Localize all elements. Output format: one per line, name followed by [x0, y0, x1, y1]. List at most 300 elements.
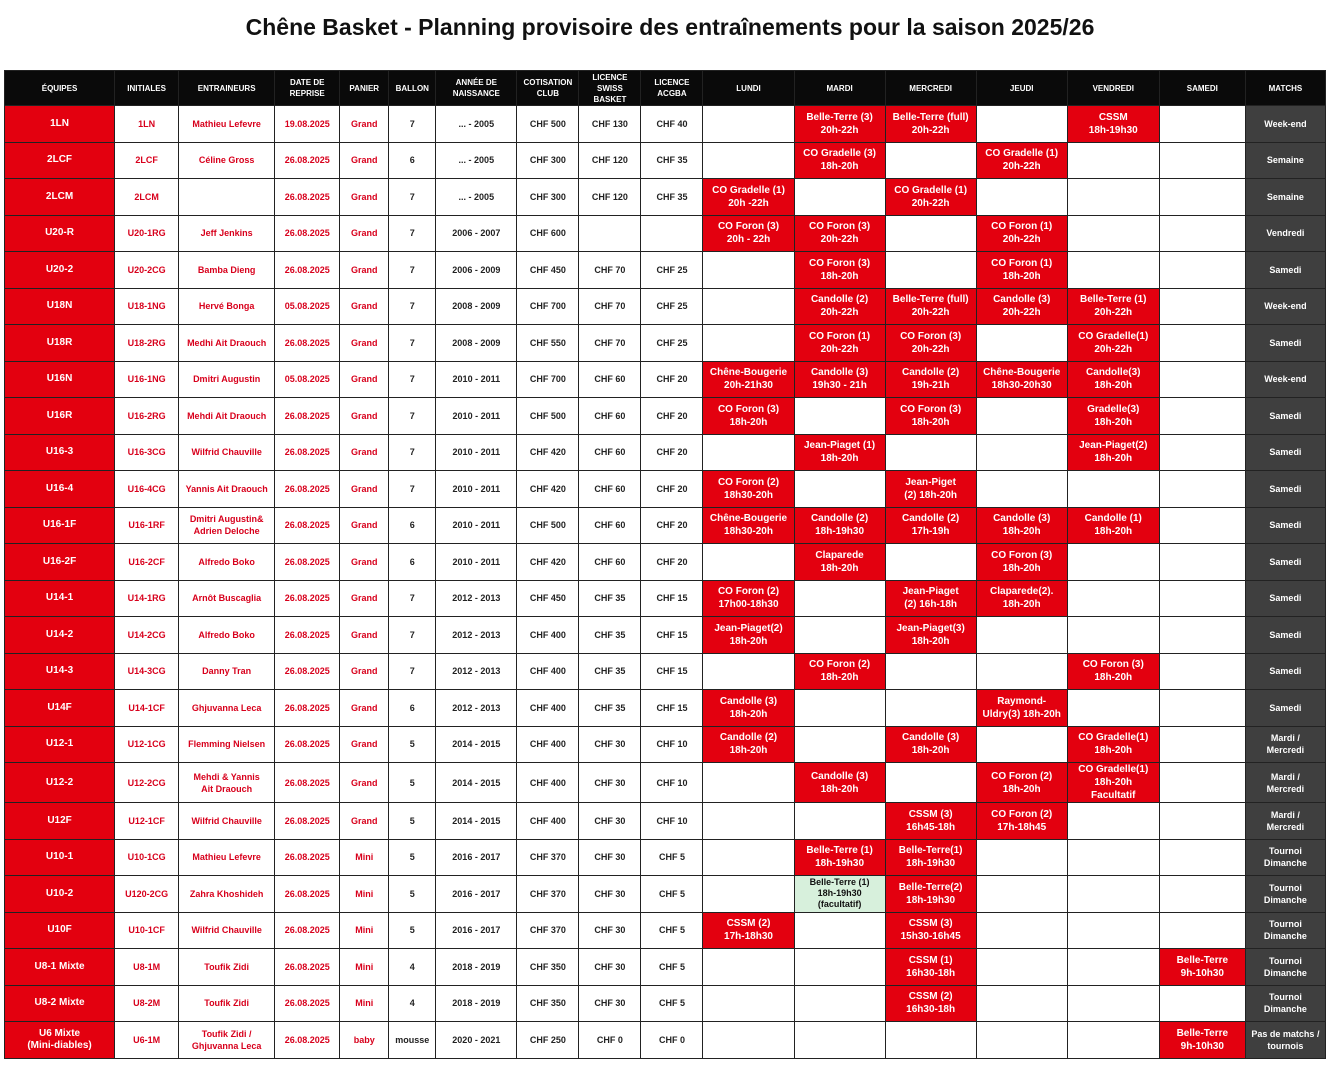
matchs-cell: Mardi / Mercredi [1245, 726, 1325, 763]
swiss-licence-cell: CHF 35 [579, 617, 641, 654]
initials-cell: U6-1M [115, 1022, 179, 1059]
panier-cell: Grand [340, 325, 389, 362]
table-row [5, 912, 1326, 949]
cotisation-cell: CHF 700 [517, 288, 579, 325]
reprise-date-cell: 26.08.2025 [275, 653, 340, 690]
monday-slot [703, 763, 794, 803]
acgba-licence-cell: CHF 35 [641, 142, 703, 179]
ballon-cell: 7 [389, 398, 436, 435]
ballon-cell: 7 [389, 580, 436, 617]
table-row [5, 507, 1326, 544]
panier-cell: Grand [340, 142, 389, 179]
coach-cell: Hervé Bonga [179, 288, 275, 325]
thursday-slot: CO Foron (2) 17h-18h45 [976, 803, 1067, 840]
swiss-licence-cell: CHF 60 [579, 544, 641, 581]
thursday-slot: Candolle (3) 18h-20h [976, 507, 1067, 544]
initials-cell: U14-1RG [115, 580, 179, 617]
reprise-date-cell: 26.08.2025 [275, 839, 340, 876]
tuesday-slot: Belle-Terre (3) 20h-22h [794, 106, 885, 143]
acgba-licence-cell: CHF 5 [641, 876, 703, 913]
thursday-slot [976, 434, 1067, 471]
coach-cell: Ghjuvanna Leca [179, 690, 275, 727]
team-cell: U20-2 [5, 252, 115, 289]
thursday-slot [976, 912, 1067, 949]
wednesday-slot: CSSM (2) 16h30-18h [885, 985, 976, 1022]
initials-cell: U14-2CG [115, 617, 179, 654]
ballon-cell: 7 [389, 325, 436, 362]
tuesday-slot: CO Foron (3) 18h-20h [794, 252, 885, 289]
panier-cell: Mini [340, 876, 389, 913]
birth-years-cell: 2006 - 2007 [436, 215, 517, 252]
team-cell: 2LCM [5, 179, 115, 216]
ballon-cell: 5 [389, 876, 436, 913]
birth-years-cell: 2018 - 2019 [436, 985, 517, 1022]
reprise-date-cell: 26.08.2025 [275, 985, 340, 1022]
cotisation-cell: CHF 300 [517, 179, 579, 216]
table-row [5, 580, 1326, 617]
reprise-date-cell: 26.08.2025 [275, 763, 340, 803]
reprise-date-cell: 26.08.2025 [275, 912, 340, 949]
coach-cell: Mehdi & Yannis Ait Draouch [179, 763, 275, 803]
panier-cell: Grand [340, 763, 389, 803]
birth-years-cell: 2014 - 2015 [436, 763, 517, 803]
wednesday-slot: Belle-Terre (full) 20h-22h [885, 288, 976, 325]
cotisation-cell: CHF 500 [517, 398, 579, 435]
thursday-slot: CO Foron (3) 18h-20h [976, 544, 1067, 581]
ballon-cell: 6 [389, 507, 436, 544]
panier-cell: Mini [340, 839, 389, 876]
birth-years-cell: 2012 - 2013 [436, 580, 517, 617]
saturday-slot [1159, 142, 1245, 179]
friday-slot: Jean-Piaget(2) 18h-20h [1067, 434, 1159, 471]
ballon-cell: 6 [389, 690, 436, 727]
initials-cell: U8-2M [115, 985, 179, 1022]
coach-cell: Wilfrid Chauville [179, 434, 275, 471]
acgba-licence-cell: CHF 20 [641, 544, 703, 581]
reprise-date-cell: 26.08.2025 [275, 142, 340, 179]
saturday-slot [1159, 544, 1245, 581]
team-cell: U12F [5, 803, 115, 840]
header-equipes: ÉQUIPES [5, 71, 115, 106]
ballon-cell: 7 [389, 361, 436, 398]
team-cell: U18N [5, 288, 115, 325]
saturday-slot: Belle-Terre 9h-10h30 [1159, 1022, 1245, 1059]
swiss-licence-cell: CHF 70 [579, 252, 641, 289]
cotisation-cell: CHF 350 [517, 949, 579, 986]
ballon-cell: 4 [389, 949, 436, 986]
matchs-cell: Samedi [1245, 690, 1325, 727]
table-row [5, 106, 1326, 143]
table-row [5, 876, 1326, 913]
swiss-licence-cell: CHF 0 [579, 1022, 641, 1059]
tuesday-slot: Candolle (2) 18h-19h30 [794, 507, 885, 544]
monday-slot: CO Foron (2) 18h30-20h [703, 471, 794, 508]
saturday-slot [1159, 690, 1245, 727]
friday-slot [1067, 580, 1159, 617]
team-cell: U12-1 [5, 726, 115, 763]
wednesday-slot [885, 544, 976, 581]
friday-slot [1067, 912, 1159, 949]
wednesday-slot: Belle-Terre(1) 18h-19h30 [885, 839, 976, 876]
birth-years-cell: 2010 - 2011 [436, 398, 517, 435]
tuesday-slot [794, 690, 885, 727]
friday-slot [1067, 179, 1159, 216]
acgba-licence-cell: CHF 10 [641, 763, 703, 803]
monday-slot [703, 252, 794, 289]
monday-slot [703, 839, 794, 876]
ballon-cell: 7 [389, 434, 436, 471]
table-row [5, 726, 1326, 763]
coach-cell: Medhi Ait Draouch [179, 325, 275, 362]
ballon-cell: mousse [389, 1022, 436, 1059]
swiss-licence-cell: CHF 35 [579, 653, 641, 690]
swiss-licence-cell: CHF 30 [579, 839, 641, 876]
thursday-slot [976, 179, 1067, 216]
wednesday-slot: CO Gradelle (1) 20h-22h [885, 179, 976, 216]
swiss-licence-cell: CHF 70 [579, 288, 641, 325]
ballon-cell: 7 [389, 252, 436, 289]
saturday-slot [1159, 803, 1245, 840]
table-row [5, 398, 1326, 435]
table-row [5, 434, 1326, 471]
coach-cell: Yannis Ait Draouch [179, 471, 275, 508]
cotisation-cell: CHF 420 [517, 544, 579, 581]
friday-slot [1067, 949, 1159, 986]
page-title: Chêne Basket - Planning provisoire des entraînements pour la saison 2025/26 [245, 14, 1095, 40]
coach-cell [179, 179, 275, 216]
team-cell: U16-4 [5, 471, 115, 508]
panier-cell: Grand [340, 434, 389, 471]
birth-years-cell: 2012 - 2013 [436, 690, 517, 727]
monday-slot: CO Foron (3) 18h-20h [703, 398, 794, 435]
birth-years-cell: 2012 - 2013 [436, 617, 517, 654]
header-lundi: LUNDI [703, 71, 794, 106]
coach-cell: Mehdi Ait Draouch [179, 398, 275, 435]
matchs-cell: Samedi [1245, 617, 1325, 654]
cotisation-cell: CHF 400 [517, 803, 579, 840]
thursday-slot [976, 106, 1067, 143]
monday-slot: CSSM (2) 17h-18h30 [703, 912, 794, 949]
coach-cell: Danny Tran [179, 653, 275, 690]
birth-years-cell: 2010 - 2011 [436, 471, 517, 508]
wednesday-slot: Candolle (3) 18h-20h [885, 726, 976, 763]
header-initiales: INITIALES [115, 71, 179, 106]
initials-cell: U10-1CG [115, 839, 179, 876]
cotisation-cell: CHF 400 [517, 726, 579, 763]
ballon-cell: 4 [389, 985, 436, 1022]
header-matchs: MATCHS [1245, 71, 1325, 106]
team-cell: U10F [5, 912, 115, 949]
team-cell: U10-1 [5, 839, 115, 876]
reprise-date-cell: 05.08.2025 [275, 288, 340, 325]
acgba-licence-cell: CHF 5 [641, 985, 703, 1022]
monday-slot: Candolle (2) 18h-20h [703, 726, 794, 763]
panier-cell: Grand [340, 179, 389, 216]
friday-slot [1067, 471, 1159, 508]
table-row [5, 361, 1326, 398]
saturday-slot: Belle-Terre 9h-10h30 [1159, 949, 1245, 986]
cotisation-cell: CHF 370 [517, 839, 579, 876]
cotisation-cell: CHF 300 [517, 142, 579, 179]
swiss-licence-cell: CHF 130 [579, 106, 641, 143]
swiss-licence-cell: CHF 35 [579, 580, 641, 617]
table-row [5, 690, 1326, 727]
coach-cell: Zahra Khoshideh [179, 876, 275, 913]
table-row [5, 839, 1326, 876]
initials-cell: U14-1CF [115, 690, 179, 727]
swiss-licence-cell: CHF 30 [579, 876, 641, 913]
acgba-licence-cell: CHF 40 [641, 106, 703, 143]
matchs-cell: Samedi [1245, 580, 1325, 617]
saturday-slot [1159, 912, 1245, 949]
swiss-licence-cell: CHF 30 [579, 949, 641, 986]
tuesday-slot [794, 1022, 885, 1059]
wednesday-slot: Jean-Piaget(3) 18h-20h [885, 617, 976, 654]
saturday-slot [1159, 726, 1245, 763]
acgba-licence-cell: CHF 35 [641, 179, 703, 216]
acgba-licence-cell: CHF 20 [641, 398, 703, 435]
saturday-slot [1159, 763, 1245, 803]
team-cell: U16N [5, 361, 115, 398]
reprise-date-cell: 26.08.2025 [275, 507, 340, 544]
header-row [5, 71, 1326, 106]
team-cell: U14-3 [5, 653, 115, 690]
reprise-date-cell: 26.08.2025 [275, 876, 340, 913]
friday-slot [1067, 690, 1159, 727]
panier-cell: Grand [340, 653, 389, 690]
initials-cell: U16-4CG [115, 471, 179, 508]
coach-cell: Toufik Zidi / Ghjuvanna Leca [179, 1022, 275, 1059]
tuesday-slot: CO Gradelle (3) 18h-20h [794, 142, 885, 179]
table-row [5, 653, 1326, 690]
saturday-slot [1159, 434, 1245, 471]
initials-cell: 2LCF [115, 142, 179, 179]
panier-cell: Mini [340, 985, 389, 1022]
birth-years-cell: 2012 - 2013 [436, 653, 517, 690]
wednesday-slot: Jean-Piaget (2) 16h-18h [885, 580, 976, 617]
cotisation-cell: CHF 400 [517, 617, 579, 654]
matchs-cell: Semaine [1245, 142, 1325, 179]
reprise-date-cell: 26.08.2025 [275, 617, 340, 654]
thursday-slot [976, 726, 1067, 763]
panier-cell: baby [340, 1022, 389, 1059]
tuesday-slot: Belle-Terre (1) 18h-19h30 (facultatif) [794, 876, 885, 913]
wednesday-slot [885, 1022, 976, 1059]
reprise-date-cell: 26.08.2025 [275, 803, 340, 840]
thursday-slot: Candolle (3) 20h-22h [976, 288, 1067, 325]
table-row [5, 215, 1326, 252]
matchs-cell: Samedi [1245, 252, 1325, 289]
header-cotisation: COTISATION CLUB [517, 71, 579, 106]
team-cell: U8-1 Mixte [5, 949, 115, 986]
ballon-cell: 7 [389, 617, 436, 654]
reprise-date-cell: 26.08.2025 [275, 252, 340, 289]
training-schedule-table [4, 70, 1326, 1059]
wednesday-slot [885, 653, 976, 690]
cotisation-cell: CHF 370 [517, 876, 579, 913]
cotisation-cell: CHF 420 [517, 434, 579, 471]
acgba-licence-cell: CHF 20 [641, 471, 703, 508]
monday-slot: Chêne-Bougerie 20h-21h30 [703, 361, 794, 398]
saturday-slot [1159, 398, 1245, 435]
reprise-date-cell: 26.08.2025 [275, 471, 340, 508]
coach-cell: Arnôt Buscaglia [179, 580, 275, 617]
reprise-date-cell: 26.08.2025 [275, 215, 340, 252]
friday-slot: Belle-Terre (1) 20h-22h [1067, 288, 1159, 325]
table-row [5, 544, 1326, 581]
acgba-licence-cell: CHF 5 [641, 839, 703, 876]
coach-cell: Alfredo Boko [179, 617, 275, 654]
birth-years-cell: 2010 - 2011 [436, 544, 517, 581]
matchs-cell: Vendredi [1245, 215, 1325, 252]
birth-years-cell: 2008 - 2009 [436, 288, 517, 325]
acgba-licence-cell: CHF 25 [641, 325, 703, 362]
wednesday-slot [885, 215, 976, 252]
reprise-date-cell: 26.08.2025 [275, 949, 340, 986]
header-date-reprise: DATE DE REPRISE [275, 71, 340, 106]
table-row [5, 252, 1326, 289]
swiss-licence-cell [579, 215, 641, 252]
cotisation-cell: CHF 250 [517, 1022, 579, 1059]
wednesday-slot: Belle-Terre(2) 18h-19h30 [885, 876, 976, 913]
cotisation-cell: CHF 420 [517, 471, 579, 508]
coach-cell: Dmitri Augustin [179, 361, 275, 398]
acgba-licence-cell: CHF 15 [641, 653, 703, 690]
tuesday-slot: Candolle (2) 20h-22h [794, 288, 885, 325]
birth-years-cell: 2016 - 2017 [436, 876, 517, 913]
reprise-date-cell: 05.08.2025 [275, 361, 340, 398]
friday-slot [1067, 839, 1159, 876]
acgba-licence-cell: CHF 15 [641, 690, 703, 727]
swiss-licence-cell: CHF 30 [579, 726, 641, 763]
table-row [5, 985, 1326, 1022]
tuesday-slot [794, 179, 885, 216]
swiss-licence-cell: CHF 60 [579, 471, 641, 508]
birth-years-cell: 2020 - 2021 [436, 1022, 517, 1059]
friday-slot [1067, 617, 1159, 654]
reprise-date-cell: 19.08.2025 [275, 106, 340, 143]
acgba-licence-cell: CHF 0 [641, 1022, 703, 1059]
reprise-date-cell: 26.08.2025 [275, 690, 340, 727]
thursday-slot: Claparede(2). 18h-20h [976, 580, 1067, 617]
monday-slot: Jean-Piaget(2) 18h-20h [703, 617, 794, 654]
coach-cell: Toufik Zidi [179, 949, 275, 986]
table-row [5, 1022, 1326, 1059]
thursday-slot [976, 839, 1067, 876]
matchs-cell: Pas de matchs / tournois [1245, 1022, 1325, 1059]
initials-cell: U12-1CF [115, 803, 179, 840]
friday-slot [1067, 544, 1159, 581]
ballon-cell: 7 [389, 471, 436, 508]
coach-cell: Alfredo Boko [179, 544, 275, 581]
ballon-cell: 7 [389, 106, 436, 143]
matchs-cell: Tournoi Dimanche [1245, 912, 1325, 949]
team-cell: U14F [5, 690, 115, 727]
ballon-cell: 7 [389, 179, 436, 216]
birth-years-cell: 2018 - 2019 [436, 949, 517, 986]
birth-years-cell: 2016 - 2017 [436, 912, 517, 949]
matchs-cell: Mardi / Mercredi [1245, 803, 1325, 840]
tuesday-slot: Claparede 18h-20h [794, 544, 885, 581]
friday-slot: Candolle (1) 18h-20h [1067, 507, 1159, 544]
wednesday-slot: CSSM (3) 15h30-16h45 [885, 912, 976, 949]
acgba-licence-cell: CHF 20 [641, 507, 703, 544]
monday-slot [703, 653, 794, 690]
panier-cell: Grand [340, 288, 389, 325]
panier-cell: Grand [340, 544, 389, 581]
saturday-slot [1159, 617, 1245, 654]
team-cell: U14-2 [5, 617, 115, 654]
thursday-slot: CO Foron (1) 20h-22h [976, 215, 1067, 252]
friday-slot [1067, 876, 1159, 913]
wednesday-slot [885, 142, 976, 179]
team-cell: U16-2F [5, 544, 115, 581]
tuesday-slot [794, 912, 885, 949]
monday-slot [703, 949, 794, 986]
thursday-slot [976, 471, 1067, 508]
acgba-licence-cell: CHF 10 [641, 803, 703, 840]
monday-slot [703, 985, 794, 1022]
header-entraineurs: ENTRAINEURS [179, 71, 275, 106]
panier-cell: Mini [340, 949, 389, 986]
friday-slot [1067, 1022, 1159, 1059]
coach-cell: Dmitri Augustin& Adrien Deloche [179, 507, 275, 544]
birth-years-cell: 2010 - 2011 [436, 361, 517, 398]
reprise-date-cell: 26.08.2025 [275, 580, 340, 617]
monday-slot: CO Gradelle (1) 20h -22h [703, 179, 794, 216]
initials-cell: U12-1CG [115, 726, 179, 763]
initials-cell: 2LCM [115, 179, 179, 216]
matchs-cell: Samedi [1245, 507, 1325, 544]
swiss-licence-cell: CHF 70 [579, 325, 641, 362]
initials-cell: U16-1RF [115, 507, 179, 544]
table-row [5, 142, 1326, 179]
monday-slot [703, 288, 794, 325]
header-licence-swiss: LICENCE SWISS BASKET [579, 71, 641, 106]
thursday-slot: Raymond- Uldry(3) 18h-20h [976, 690, 1067, 727]
thursday-slot [976, 653, 1067, 690]
reprise-date-cell: 26.08.2025 [275, 179, 340, 216]
header-mercredi: MERCREDI [885, 71, 976, 106]
saturday-slot [1159, 580, 1245, 617]
ballon-cell: 5 [389, 803, 436, 840]
reprise-date-cell: 26.08.2025 [275, 1022, 340, 1059]
initials-cell: U18-2RG [115, 325, 179, 362]
header-panier: PANIER [340, 71, 389, 106]
cotisation-cell: CHF 700 [517, 361, 579, 398]
team-cell: 2LCF [5, 142, 115, 179]
table-row [5, 288, 1326, 325]
friday-slot: CO Foron (3) 18h-20h [1067, 653, 1159, 690]
ballon-cell: 5 [389, 912, 436, 949]
cotisation-cell: CHF 400 [517, 653, 579, 690]
tuesday-slot [794, 949, 885, 986]
monday-slot: Chêne-Bougerie 18h30-20h [703, 507, 794, 544]
table-row [5, 325, 1326, 362]
swiss-licence-cell: CHF 30 [579, 985, 641, 1022]
cotisation-cell: CHF 600 [517, 215, 579, 252]
panier-cell: Grand [340, 507, 389, 544]
saturday-slot [1159, 361, 1245, 398]
coach-cell: Toufik Zidi [179, 985, 275, 1022]
thursday-slot [976, 985, 1067, 1022]
matchs-cell: Tournoi Dimanche [1245, 876, 1325, 913]
initials-cell: U18-1NG [115, 288, 179, 325]
ballon-cell: 7 [389, 288, 436, 325]
table-row [5, 763, 1326, 803]
reprise-date-cell: 26.08.2025 [275, 398, 340, 435]
thursday-slot: CO Foron (2) 18h-20h [976, 763, 1067, 803]
